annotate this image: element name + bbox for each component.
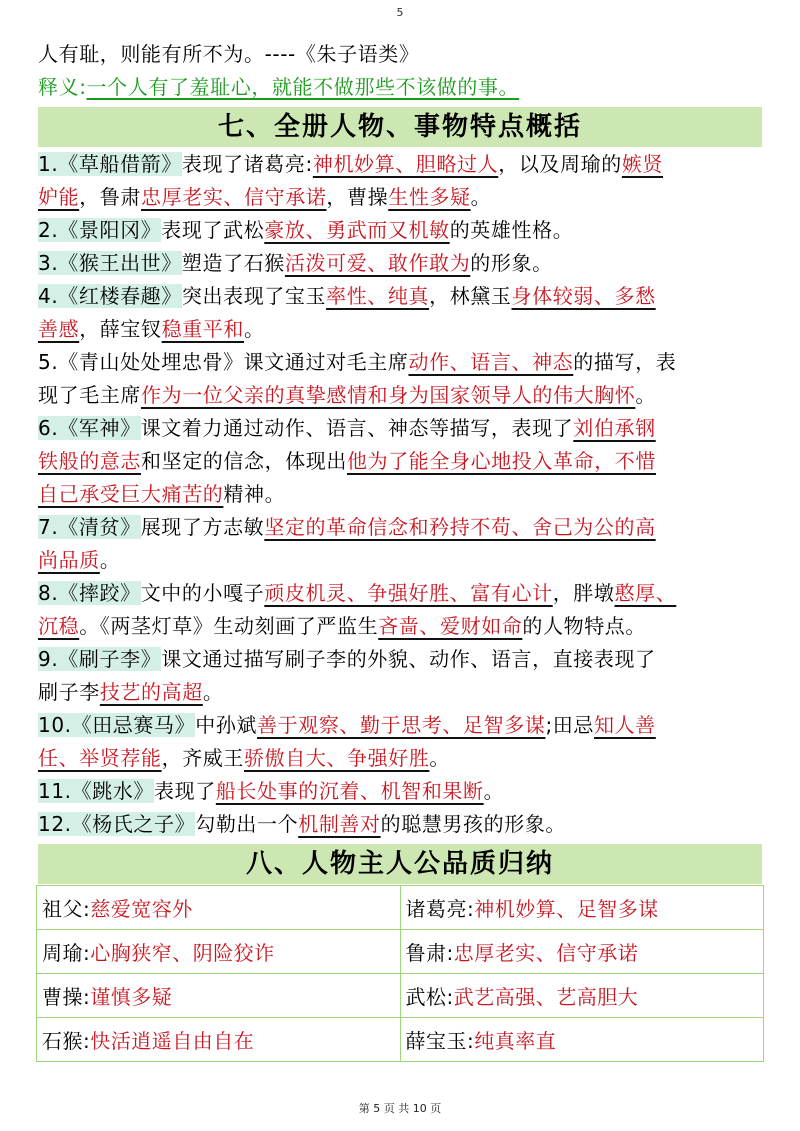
table-cell: 周瑜:心胸狭窄、阴险狡诈 (37, 930, 401, 974)
table-cell: 武松:武艺高强、艺高胆大 (400, 974, 764, 1018)
list-item-continued: 沉稳。《两茎灯草》生动刻画了严监生吝啬、爱财如命的人物特点。 (38, 614, 647, 638)
page-footer: 第 5 页 共 10 页 (358, 1102, 442, 1115)
top-page-number: 5 (396, 6, 404, 19)
list-item: 12.《杨氏之子》勾勒出一个机制善对的聪慧男孩的形象。 (38, 812, 567, 836)
table-cell: 曹操:谨慎多疑 (37, 974, 401, 1018)
list-item: 11.《跳水》表现了船长处事的沉着、机智和果断。 (38, 779, 505, 803)
list-item: 6.《军神》课文着力通过动作、语言、神态等描写，表现了刘伯承钢 (38, 416, 656, 440)
table-row (37, 930, 764, 974)
list-item-continued: 铁般的意志和坚定的信念，体现出他为了能全身心地投入革命，不惜 (38, 449, 656, 473)
list-item: 5.《青山处处埋忠骨》课文通过对毛主席动作、语言、神态的描写，表 (38, 350, 677, 374)
list-item: 4.《红楼春趣》突出表现了宝玉率性、纯真，林黛玉身体较弱、多愁 (38, 284, 656, 308)
explanation-text: 一个人有了羞耻心，就能不做那些不该做的事。 (86, 75, 520, 99)
table-row (37, 1018, 764, 1062)
list-item-continued: 任、举贤荐能，齐威王骄傲自大、争强好胜。 (38, 746, 451, 770)
list-item-continued: 现了毛主席作为一位父亲的真挚感情和身为国家领导人的伟大胸怀。 (38, 383, 657, 407)
list-item-continued: 尚品质。 (38, 548, 121, 572)
table-cell: 薛宝玉:纯真率直 (400, 1018, 764, 1062)
list-item: 9.《刷子李》课文通过描写刷子李的外貌、动作、语言，直接表现了 (38, 647, 656, 671)
list-item-continued: 妒能，鲁肃忠厚老实、信守承诺，曹操生性多疑。 (38, 185, 492, 209)
section-7-title: 七、全册人物、事物特点概括 (38, 107, 762, 147)
list-item: 2.《景阳冈》表现了武松豪放、勇武而又机敏的英雄性格。 (38, 218, 574, 242)
table-cell: 诸葛亮:神机妙算、足智多谋 (400, 886, 764, 930)
section-7-list (38, 148, 762, 841)
page-content (38, 38, 762, 1062)
quote-line: 人有耻，则能有所不为。----《朱子语类》 (38, 42, 420, 66)
section-8-title: 八、人物主人公品质归纳 (38, 844, 762, 884)
list-item: 8.《摔跤》文中的小嘎子顽皮机灵、争强好胜、富有心计，胖墩憨厚、 (38, 581, 677, 605)
list-item: 10.《田忌赛马》中孙斌善于观察、勤于思考、足智多谋;田忌知人善 (38, 713, 656, 737)
list-item-continued: 刷子李技艺的高超。 (38, 680, 224, 704)
explanation-line (38, 71, 762, 104)
list-item: 1.《草船借箭》表现了诸葛亮:神机妙算、胆略过人，以及周瑜的嫉贤 (38, 152, 664, 176)
list-item: 3.《猴王出世》塑造了石猴活泼可爱、敢作敢为的形象。 (38, 251, 553, 275)
table-cell: 石猴:快活逍遥自由自在 (37, 1018, 401, 1062)
list-item-continued: 善感，薛宝钗稳重平和。 (38, 317, 265, 341)
explanation-label: 释义: (38, 75, 87, 99)
table-cell: 祖父:慈爱宽容外 (37, 886, 401, 930)
traits-table (36, 885, 764, 1062)
table-cell: 鲁肃:忠厚老实、信守承诺 (400, 930, 764, 974)
table-row (37, 886, 764, 930)
list-item-continued: 自己承受巨大痛苦的精神。 (38, 482, 286, 506)
table-row (37, 974, 764, 1018)
list-item: 7.《清贫》展现了方志敏坚定的革命信念和矜持不苟、舍己为公的高 (38, 515, 656, 539)
